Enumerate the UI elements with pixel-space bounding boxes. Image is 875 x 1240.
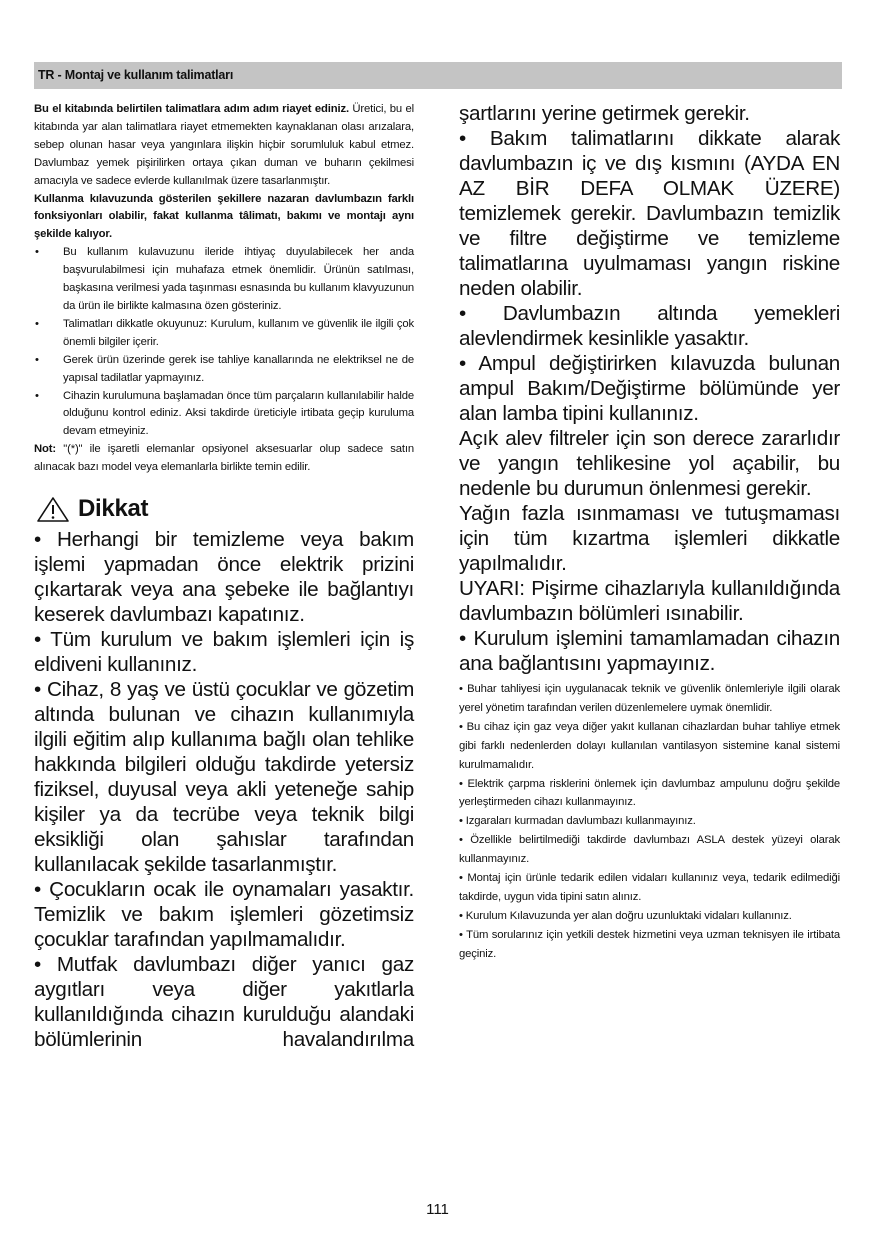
notice-paragraph — [34, 191, 414, 245]
intro-text: Üretici, bu el kitabında yar alan talimatlara riayet etmemekten kaynaklanan olası arızalara, sebep olunan hasar veya yangınlara ilişkin hiçbir sorumluluk kabul etmez. Davlumbaz yemek pişirilirken ortaya çıkan duman ve buharın çekilmesi amacıyla ve sadece evlerde kullanılmak üzere tasarlanmıştır. — [34, 103, 414, 187]
warning-paragraph: • Cihaz, 8 yaş ve üstü çocuklar ve gözetim altında bulunan ve cihazın kullanımıyla ilgili eğitim alıp kullanıma bağlı olan tehlike hakkında bilgileri olduğu takdirde yetersiz fiziksel, duyusal veya akli yeteneğe sahip kişiler ya da tecrübe veya teknik bilgi eksikliği olan şahıslar tarafından kullanılacak şekilde tasarlanmıştır. — [34, 678, 414, 877]
warning-paragraph: • Ampul değiştirirken kılavuzda bulunan ampul Bakım/Değiştirme bölümünde yer alan lamba tipini kullanınız. — [459, 352, 840, 425]
warning-title: Dikkat — [78, 495, 149, 523]
safety-paragraph: • Tüm sorularınız için yetkili destek hizmetini veya uzman teknisyen ile irtibata geçiniz. — [459, 928, 840, 960]
section-title: TR - Montaj ve kullanım talimatları — [38, 68, 234, 82]
right-column — [459, 101, 840, 964]
warning-paragraph: • Herhangi bir temizleme veya bakım işlemi yapmadan önce elektrik prizini çıkartarak veya ana şebeke ile bağlantıyı keserek davlumbazı kapatınız. — [34, 528, 414, 627]
warning-paragraph: Açık alev filtreler için son derece zararlıdır ve yangın tehlikesine yol açabilir, bu nedenle bu durumun önlenmesi gerekir. — [459, 427, 840, 500]
warning-paragraph: şartlarını yerine getirmek gerekir. — [459, 102, 750, 125]
warning-paragraph: • Çocukların ocak ile oynamaları yasaktır. Temizlik ve bakım işlemleri gözetimsiz çocuklar tarafından yapılmamalıdır. — [34, 878, 414, 952]
safety-paragraph: • Özellikle belirtilmediği takdirde davlumbazı ASLA destek yüzeyi olarak kullanmayınız. — [459, 834, 840, 866]
safety-paragraph: • Izgaraları kurmadan davlumbazı kullanmayınız. — [459, 815, 696, 828]
list-item: • Talimatları dikkatle okuyunuz: Kurulum, kullanım ve güvenlik ile ilgili çok önemli bilgiler içerir. — [34, 316, 414, 352]
safety-paragraph: • Elektrik çarpma risklerini önlemek için davlumbaz ampulunu doğru şekilde yerleştirmeden cihazı kullanmayınız. — [459, 777, 840, 809]
note-text: "(*)" ile işaretli elemanlar opsiyonel aksesuarlar olup sadece satın alınacak bazı model veya elemanlarla birlikte temin edilir. — [34, 443, 414, 474]
warning-paragraph: • Davlumbazın altında yemekleri alevlendirmek kesinlikle yasaktır. — [459, 302, 840, 350]
warning-heading — [34, 494, 414, 524]
intro-paragraph — [34, 101, 414, 191]
warning-triangle-icon — [36, 496, 70, 523]
section-header-bar — [34, 62, 842, 89]
instruction-list — [34, 244, 414, 441]
page-number: 111 — [426, 1201, 449, 1218]
warning-paragraph: • Tüm kurulum ve bakım işlemleri için iş eldiveni kullanınız. — [34, 628, 414, 677]
note-label: Not: — [34, 443, 56, 456]
safety-paragraph: • Kurulum Kılavuzunda yer alan doğru uzunluktaki vidaları kullanınız. — [459, 909, 792, 922]
warning-paragraph: • Kurulum işlemini tamamlamadan cihazın ana bağlantısını yapmayınız. — [459, 627, 840, 675]
list-item: • Gerek ürün üzerinde gerek ise tahliye kanallarında ne elektriksel ne de yapısal tadilatlar yapmayınız. — [34, 352, 414, 388]
safety-paragraph: • Montaj için ürünle tedarik edilen vidaları kullanınız veya, tedarik edilmediği takdirde, uygun vida tipini satın alınız. — [459, 872, 840, 903]
intro-bold-text: Bu el kitabında belirtilen talimatlara adım adım riayet ediniz. — [34, 103, 349, 115]
warning-paragraph: • Mutfak davlumbazı diğer yanıcı gaz aygıtları veya diğer yakıtlarla kullanıldığında cihazın kurulduğu alandaki bölümlerinin havalandırılma — [34, 953, 414, 1052]
note-paragraph — [34, 441, 414, 477]
warning-paragraph: Yağın fazla ısınmaması ve tutuşmaması için tüm kızartma işlemleri dikkatle yapılmalıdır. — [459, 502, 840, 575]
warning-paragraph: • Bakım talimatlarını dikkate alarak davlumbazın iç ve dış kısmını (AYDA EN AZ BİR DEFA OLMAK ÜZERE) temizlemek gerekir. Davlumbazın temizlik ve filtre değiştirme ve temizleme talimatlarına uyulmaması yangın riskine neden olabilir. — [459, 127, 840, 300]
safety-paragraph: • Buhar tahliyesi için uygulanacak teknik ve güvenlik önlemleriyle ilgili olarak yerel yönetim tarafından verilen düzenlemelere uymak önemlidir. — [459, 683, 840, 714]
warning-paragraph: UYARI: Pişirme cihazlarıyla kullanıldığında davlumbazın bölümleri ısınabilir. — [459, 577, 840, 625]
list-item: • Cihazin kurulumuna başlamadan önce tüm parçaların kullanılabilir halde olduğunu kontrol ediniz. Aksi takdirde üreticiyle irtibata geçip kuruluma devam etmeyiniz. — [34, 388, 414, 442]
notice-bold-text: Kullanma kılavuzunda gösterilen şekillere nazaran davlumbazın farklı fonksiyonları olabilir, fakat kullanma tâlimatı, bakımı ve montajı aynı şekilde kalıyor. — [34, 192, 414, 241]
safety-paragraph: • Bu cihaz için gaz veya diğer yakıt kullanan cihazlardan buhar tahliye etmek gibi farklı nedenlerden dolayı kullanılan vantilasyon sistemine kanal sistemi kurulmamalıdır. — [459, 720, 840, 771]
left-column — [34, 101, 414, 1052]
list-item: • Bu kullanım kulavuzunu ileride ihtiyaç duyulabilecek her anda başvurulabilmesi için muhafaza etmek önemlidir. Ürünün satılması, başkasına verilmesi yada taşınması esnasında bu kullanım klavyuzunun da ürün ile birlikte kalmasına özen gösteriniz. — [34, 244, 414, 316]
